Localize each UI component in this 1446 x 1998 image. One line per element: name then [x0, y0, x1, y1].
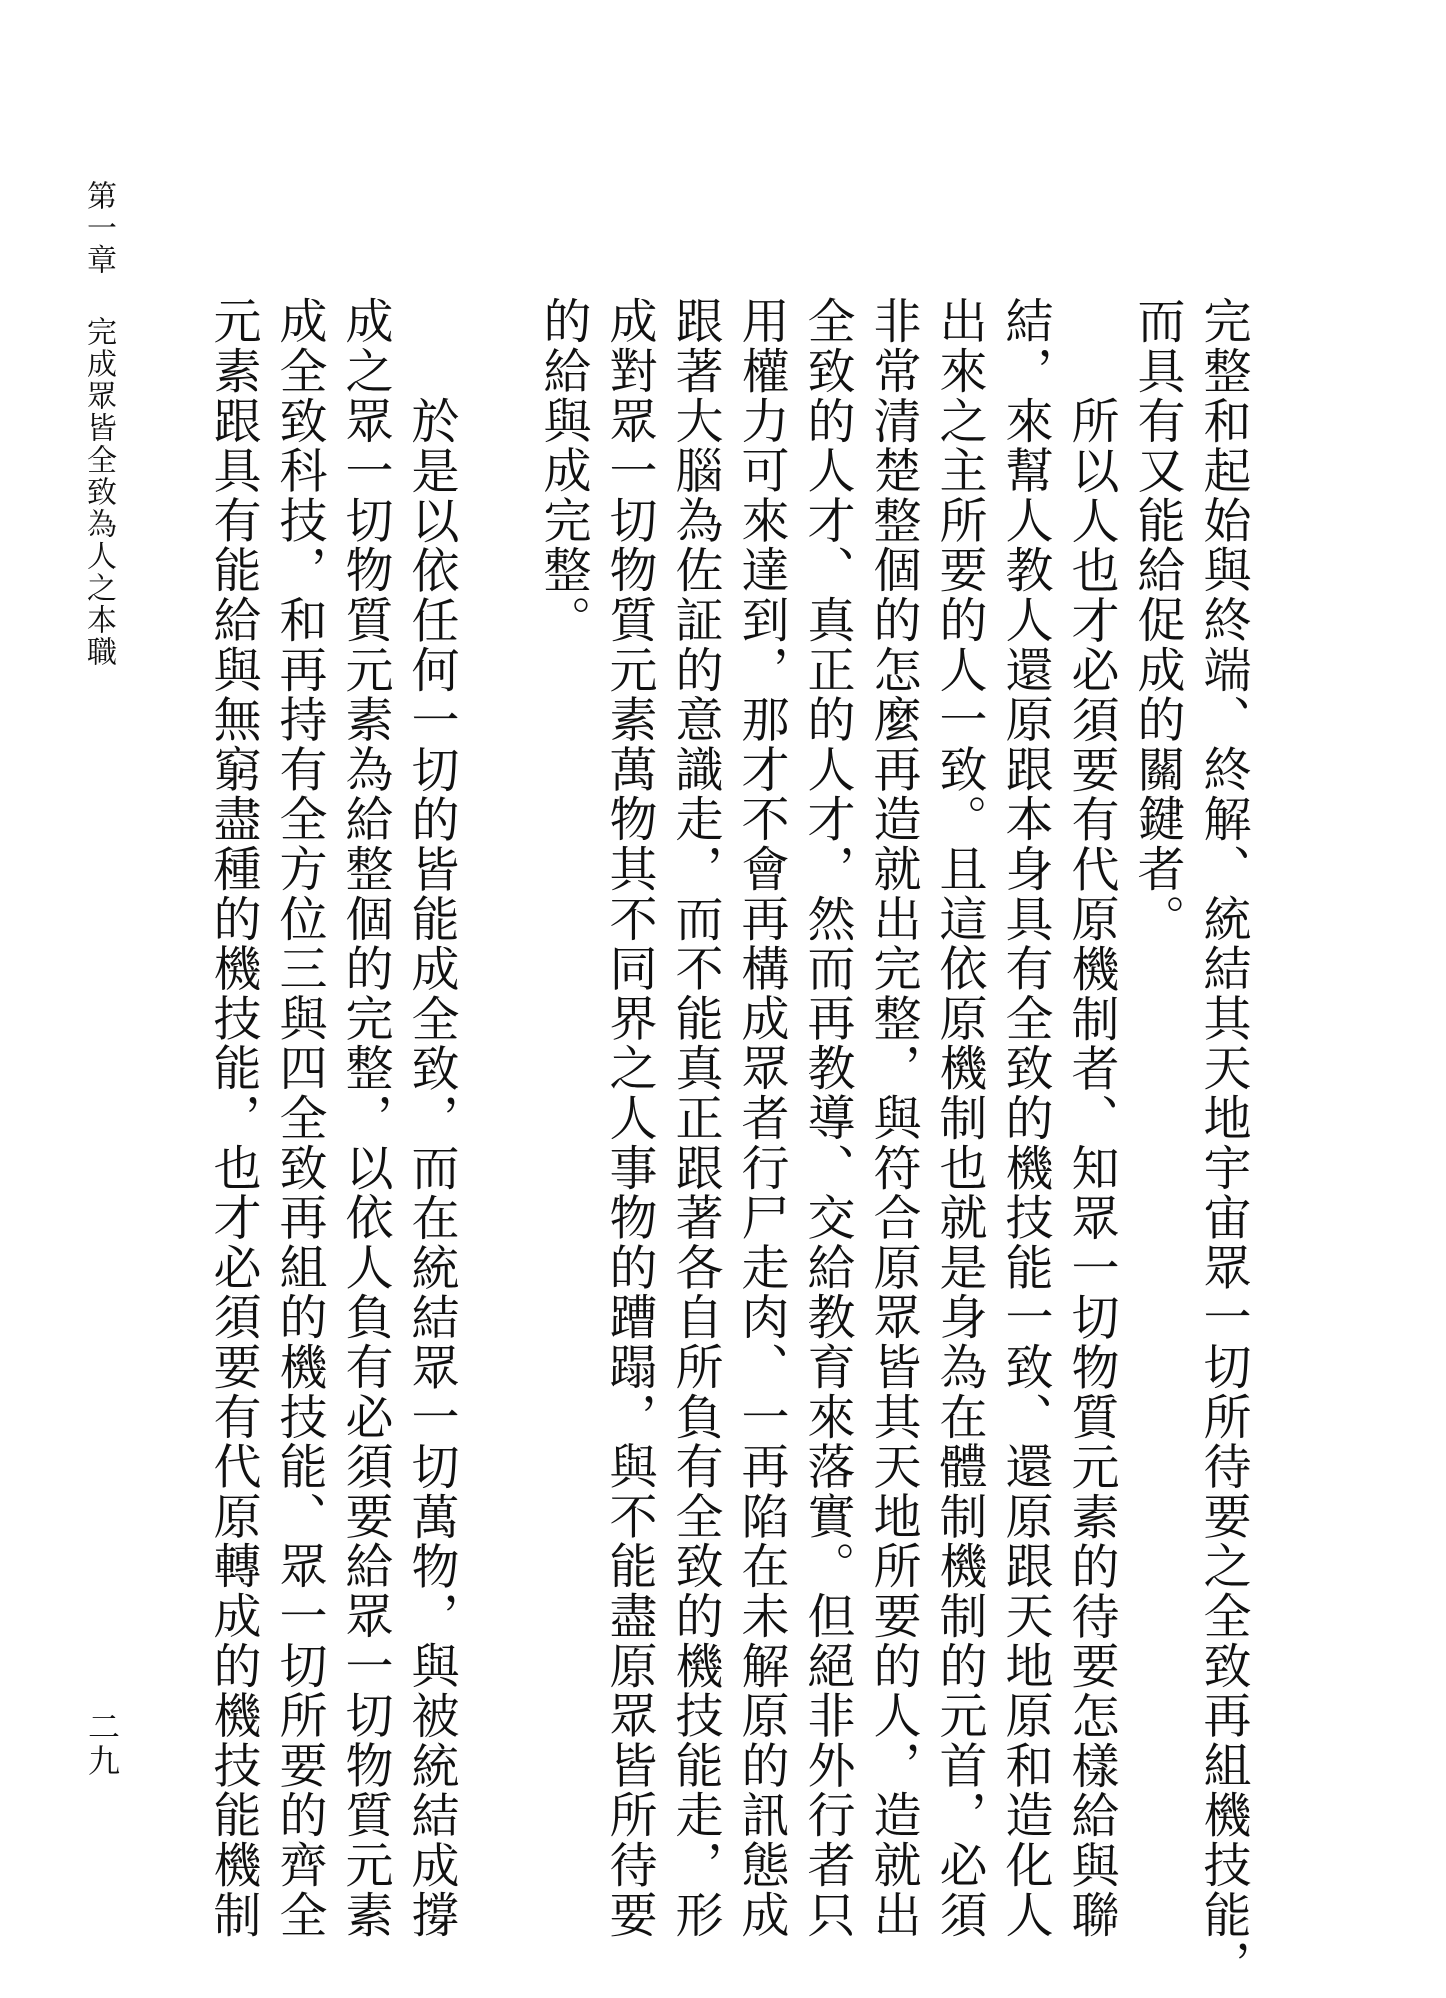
text-column: 成之眾一切物質元素為給整個的完整，以依人負有必須要給眾一切物質元素 — [337, 296, 393, 1940]
text-column: 結，來幫人教人還原跟本身具有全致的機技能一致、還原跟天地原和造化人 — [997, 296, 1053, 1940]
chapter-title: 完成眾皆全致為人之本職 — [81, 316, 116, 668]
text-column: 全致的人才、真正的人才，然而再教導、交給教育來落實。但絕非外行者只 — [799, 296, 855, 1940]
page-number: 二九 — [83, 1710, 121, 1778]
text-column: 所以人也才必須要有代原機制者、知眾一切物質元素的待要怎樣給與聯 — [1063, 396, 1119, 1940]
text-column: 跟著大腦為佐証的意識走，而不能真正跟著各自所負有全致的機技能走，形 — [667, 296, 723, 1940]
text-column: 成對眾一切物質元素萬物其不同界之人事物的蹧蹋，與不能盡原眾皆所待要 — [601, 296, 657, 1940]
text-column: 完整和起始與終端、終解、統結其天地宇宙眾一切所待要之全致再組機技能， — [1195, 296, 1251, 1990]
chapter-label: 第一章 — [81, 180, 116, 276]
text-column: 用權力可來達到，那才不會再構成眾者行尸走肉、一再陷在未解原的訊態成 — [733, 296, 789, 1940]
text-column: 元素跟具有能給與無窮盡種的機技能，也才必須要有代原轉成的機技能機制 — [205, 296, 261, 1940]
text-column: 於是以依任何一切的皆能成全致，而在統結眾一切萬物，與被統結成撐 — [403, 396, 459, 1940]
text-column: 出來之主所要的人一致。且這依原機制也就是身為在體制機制的元首，必須 — [931, 296, 987, 1940]
text-column: 而具有又能給促成的關鍵者。 — [1129, 296, 1185, 944]
text-column: 非常清楚整個的怎麼再造就出完整，與符合原眾皆其天地所要的人，造就出 — [865, 296, 921, 1940]
running-header — [78, 180, 118, 668]
text-column: 成全致科技，和再持有全方位三與四全致再組的機技能、眾一切所要的齊全 — [271, 296, 327, 1940]
text-column: 的給與成完整。 — [535, 296, 591, 645]
